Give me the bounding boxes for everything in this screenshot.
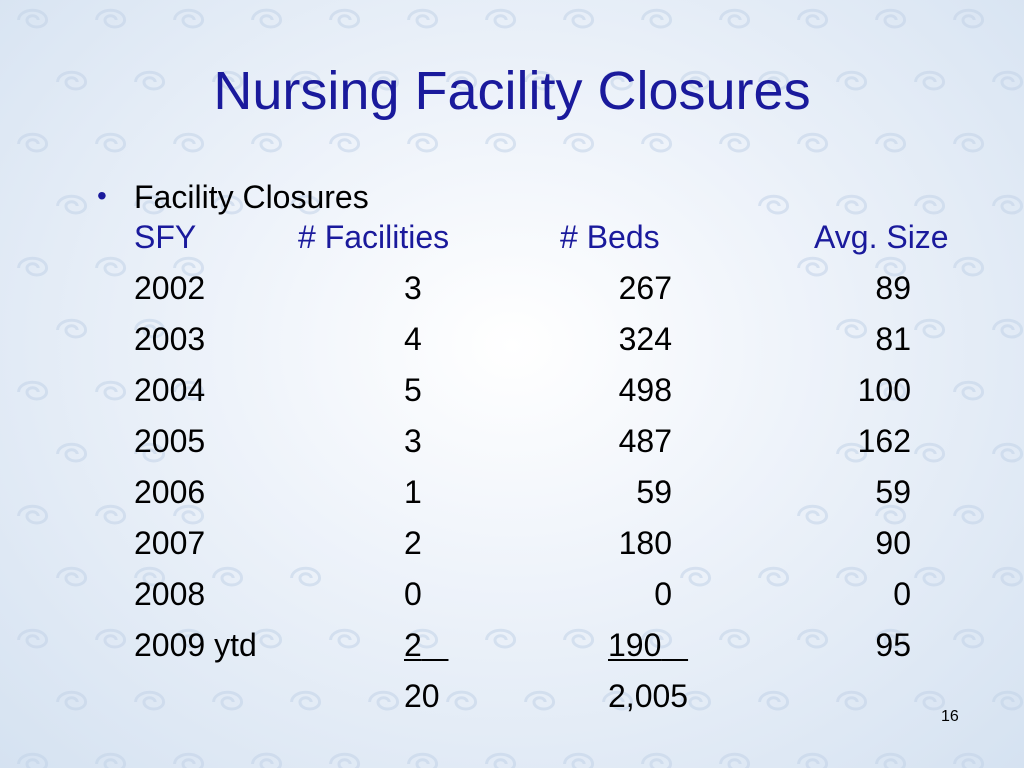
cell-facilities: 3: [404, 270, 422, 306]
swirl-ornament: [721, 10, 749, 27]
cell-beds: 180: [618, 525, 672, 561]
cell-beds: 498: [618, 372, 672, 408]
cell-avg-size: 89: [875, 270, 911, 306]
swirl-ornament: [721, 134, 749, 151]
cell-facilities-value: 2: [404, 627, 422, 663]
table-row: [0, 470, 1024, 514]
cell-avg-size: 95: [875, 627, 911, 663]
swirl-ornament: [175, 134, 203, 151]
swirl-ornament: [799, 134, 827, 151]
swirl-ornament: [175, 754, 203, 768]
swirl-ornament: [955, 10, 983, 27]
total-facilities: 20: [404, 678, 440, 714]
swirl-ornament: [97, 754, 125, 768]
swirl-ornament: [565, 754, 593, 768]
cell-avg-size: 90: [875, 525, 911, 561]
swirl-ornament: [994, 196, 1022, 213]
swirl-ornament: [877, 754, 905, 768]
table-row: [0, 521, 1024, 565]
bullet-text: Facility Closures: [134, 179, 369, 215]
cell-avg-size: 0: [893, 576, 911, 612]
swirl-ornament: [799, 10, 827, 27]
swirl-ornament: [175, 10, 203, 27]
header-sfy: SFY: [134, 219, 197, 255]
swirl-ornament: [916, 196, 944, 213]
swirl-ornament: [799, 754, 827, 768]
swirl-ornament: [331, 134, 359, 151]
table-row: [0, 266, 1024, 310]
swirl-ornament: [955, 754, 983, 768]
total-beds: 2,005: [608, 678, 689, 714]
swirl-ornament: [877, 134, 905, 151]
swirl-ornament: [760, 196, 788, 213]
cell-avg-size: 81: [875, 321, 911, 357]
cell-beds: [608, 623, 688, 667]
swirl-ornament: [409, 10, 437, 27]
cell-facilities: 0: [404, 576, 422, 612]
table-row: [0, 368, 1024, 412]
swirl-ornament: [838, 196, 866, 213]
bullet-icon: •: [97, 180, 107, 211]
cell-beds: 487: [618, 423, 672, 459]
cell-year: 2004: [134, 372, 206, 408]
cell-year: 2009 ytd: [134, 627, 257, 663]
table-row: [0, 623, 1024, 667]
swirl-ornament: [331, 10, 359, 27]
swirl-ornament: [253, 754, 281, 768]
cell-year: 2008: [134, 576, 206, 612]
cell-beds: 267: [618, 270, 672, 306]
cell-beds: 324: [618, 321, 672, 357]
swirl-ornament: [19, 10, 47, 27]
table-header: [0, 215, 1024, 259]
swirl-ornament: [253, 134, 281, 151]
header-avg-size: Avg. Size: [814, 219, 949, 255]
swirl-ornament: [19, 134, 47, 151]
swirl-ornament: [58, 196, 86, 213]
cell-beds: 59: [636, 474, 672, 510]
swirl-ornament: [97, 10, 125, 27]
swirl-ornament: [487, 10, 515, 27]
swirl-ornament: [643, 134, 671, 151]
cell-facilities: 5: [404, 372, 422, 408]
cell-avg-size: 59: [875, 474, 911, 510]
cell-facilities: 1: [404, 474, 422, 510]
cell-year: 2007: [134, 525, 206, 561]
swirl-ornament: [19, 754, 47, 768]
swirl-ornament: [253, 10, 281, 27]
slide-title: Nursing Facility Closures: [213, 61, 811, 121]
cell-year: 2003: [134, 321, 206, 357]
swirl-ornament: [97, 134, 125, 151]
swirl-ornament: [721, 754, 749, 768]
swirl-ornament: [487, 754, 515, 768]
cell-year: 2002: [134, 270, 206, 306]
cell-facilities: 3: [404, 423, 422, 459]
cell-avg-size: 162: [857, 423, 911, 459]
cell-beds: 0: [654, 576, 672, 612]
table-row: [0, 572, 1024, 616]
header-facilities: # Facilities: [298, 219, 450, 255]
swirl-ornament: [565, 134, 593, 151]
page-number: 16: [941, 708, 959, 725]
cell-facilities: 2: [404, 525, 422, 561]
cell-facilities: 4: [404, 321, 422, 357]
swirl-ornament: [409, 754, 437, 768]
cell-year: 2006: [134, 474, 206, 510]
cell-avg-size: 100: [857, 372, 911, 408]
cell-facilities: [404, 623, 448, 667]
swirl-ornament: [955, 134, 983, 151]
swirl-ornament: [565, 10, 593, 27]
header-beds: # Beds: [560, 219, 660, 255]
swirl-ornament: [877, 10, 905, 27]
totals-row: [0, 674, 1024, 718]
swirl-ornament: [643, 10, 671, 27]
swirl-ornament: [643, 754, 671, 768]
swirl-ornament: [331, 754, 359, 768]
cell-beds-value: 190: [608, 627, 662, 663]
table-row: [0, 317, 1024, 361]
table-row: [0, 419, 1024, 463]
cell-year: 2005: [134, 423, 206, 459]
swirl-ornament: [487, 134, 515, 151]
swirl-ornament: [409, 134, 437, 151]
